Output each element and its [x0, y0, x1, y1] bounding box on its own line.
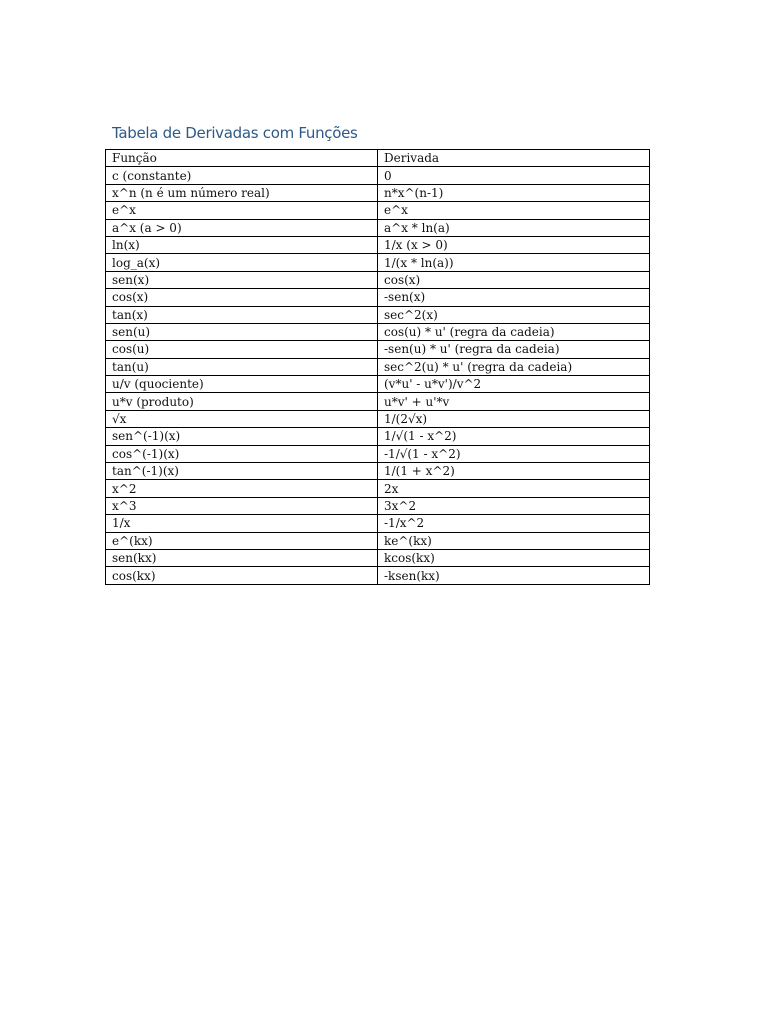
function-cell: x^n (n é um número real): [106, 184, 378, 201]
table-row: [106, 428, 650, 445]
derivative-cell: -ksen(kx): [378, 567, 650, 584]
table-row: [106, 271, 650, 288]
function-cell: x^2: [106, 480, 378, 497]
derivative-cell: sec^2(u) * u' (regra da cadeia): [378, 358, 650, 375]
function-cell: e^(kx): [106, 532, 378, 549]
function-cell: tan(x): [106, 306, 378, 323]
table-row: [106, 167, 650, 184]
function-cell: x^3: [106, 497, 378, 514]
table-row: [106, 515, 650, 532]
table-row: [106, 323, 650, 340]
table-row: [106, 393, 650, 410]
derivative-cell: -1/x^2: [378, 515, 650, 532]
derivative-cell: (v*u' - u*v')/v^2: [378, 376, 650, 393]
function-cell: u/v (quociente): [106, 376, 378, 393]
function-cell: cos(u): [106, 341, 378, 358]
function-cell: sen(u): [106, 323, 378, 340]
derivative-cell: 0: [378, 167, 650, 184]
function-cell: c (constante): [106, 167, 378, 184]
document-title: Tabela de Derivadas com Funções: [112, 124, 358, 142]
table-row: [106, 306, 650, 323]
table-row: [106, 532, 650, 549]
derivative-cell: -sen(x): [378, 289, 650, 306]
function-cell: cos^(-1)(x): [106, 445, 378, 462]
derivative-cell: 3x^2: [378, 497, 650, 514]
derivative-cell: cos(x): [378, 271, 650, 288]
table-row: [106, 358, 650, 375]
derivative-cell: 1/√(1 - x^2): [378, 428, 650, 445]
table-row: [106, 567, 650, 584]
derivative-cell: cos(u) * u' (regra da cadeia): [378, 323, 650, 340]
function-cell: ln(x): [106, 236, 378, 253]
derivative-cell: -sen(u) * u' (regra da cadeia): [378, 341, 650, 358]
function-cell: √x: [106, 410, 378, 427]
table-row: [106, 341, 650, 358]
table-row: [106, 549, 650, 566]
table-row: [106, 254, 650, 271]
table-row: [106, 376, 650, 393]
derivative-cell: n*x^(n-1): [378, 184, 650, 201]
table-row: [106, 202, 650, 219]
derivative-cell: a^x * ln(a): [378, 219, 650, 236]
derivative-cell: 1/(2√x): [378, 410, 650, 427]
function-cell: e^x: [106, 202, 378, 219]
function-cell: log_a(x): [106, 254, 378, 271]
derivative-cell: 1/(1 + x^2): [378, 463, 650, 480]
header-function: Função: [106, 150, 378, 167]
table-row: [106, 219, 650, 236]
derivative-cell: kcos(kx): [378, 549, 650, 566]
function-cell: sen(kx): [106, 549, 378, 566]
table-row: [106, 289, 650, 306]
table-header-row: [106, 150, 650, 167]
table-row: [106, 445, 650, 462]
function-cell: tan(u): [106, 358, 378, 375]
table-row: [106, 184, 650, 201]
table-row: [106, 480, 650, 497]
derivative-cell: sec^2(x): [378, 306, 650, 323]
function-cell: 1/x: [106, 515, 378, 532]
table-row: [106, 410, 650, 427]
derivative-cell: ke^(kx): [378, 532, 650, 549]
derivative-cell: -1/√(1 - x^2): [378, 445, 650, 462]
table-row: [106, 497, 650, 514]
function-cell: tan^(-1)(x): [106, 463, 378, 480]
table-row: [106, 463, 650, 480]
function-cell: u*v (produto): [106, 393, 378, 410]
function-cell: cos(x): [106, 289, 378, 306]
derivatives-table: [105, 149, 650, 585]
function-cell: cos(kx): [106, 567, 378, 584]
derivative-cell: 2x: [378, 480, 650, 497]
header-derivative: Derivada: [378, 150, 650, 167]
derivative-cell: e^x: [378, 202, 650, 219]
function-cell: a^x (a > 0): [106, 219, 378, 236]
derivative-cell: 1/(x * ln(a)): [378, 254, 650, 271]
function-cell: sen^(-1)(x): [106, 428, 378, 445]
function-cell: sen(x): [106, 271, 378, 288]
table-row: [106, 236, 650, 253]
derivatives-table-body: [106, 150, 650, 585]
derivative-cell: 1/x (x > 0): [378, 236, 650, 253]
derivative-cell: u*v' + u'*v: [378, 393, 650, 410]
